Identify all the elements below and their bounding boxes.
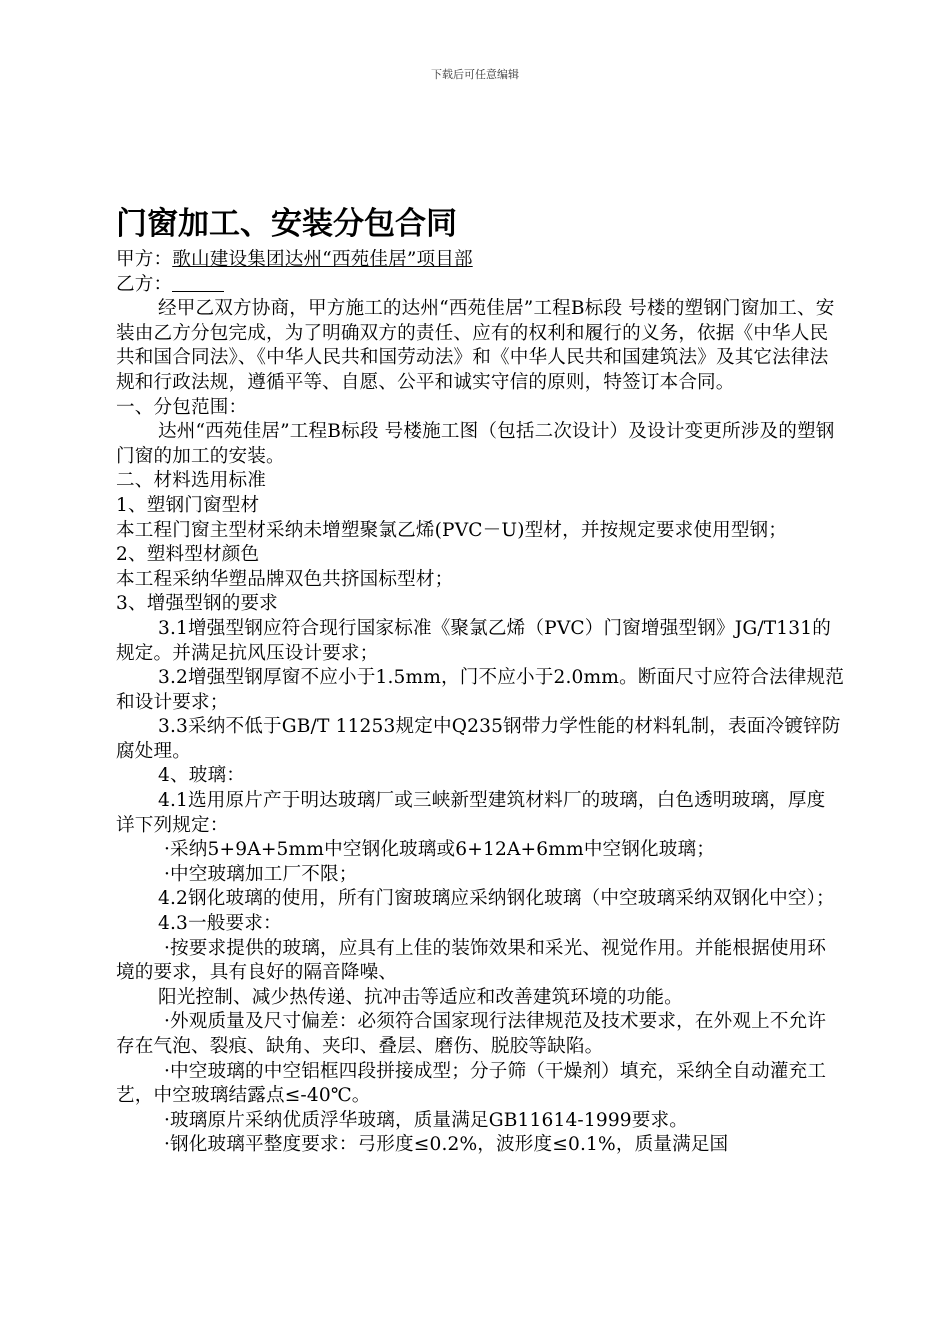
paragraph: ·采纳5+9A+5mm中空钢化玻璃或6+12A+6mm中空钢化玻璃； [164,839,716,861]
paragraph: 本工程门窗主型材采纳未增塑聚氯乙烯(PVC－U)型材，并按规定要求使用型钢； [116,519,788,541]
paragraph: 3.2增强型钢厚窗不应小于1.5mm，门不应小于2.0mm。断面尺寸应符合法律规范和设计要求； [116,667,845,713]
paragraph: 3.3采纳不低于GB/T 11253规定中Q235钢带力学性能的材料轧制，表面冷镀锌防腐处理。 [116,716,841,762]
paragraph: 4.2钢化玻璃的使用，所有门窗玻璃应采纳钢化玻璃（中空玻璃采纳双钢化中空）； [158,888,835,910]
paragraph: 二、材料选用标准 [116,470,266,492]
page-title: 门窗加工、安装分包合同 [116,206,457,242]
party-a-value: 歌山建设集团达州“西苑佳居”项目部 [172,249,473,270]
paragraph: 一、分包范围： [116,396,248,418]
paragraph: 4.1选用原片产于明达玻璃厂或三峡新型建筑材料厂的玻璃，白色透明玻璃，厚度详下列规定： [116,790,826,836]
party-b-line [116,273,844,298]
paragraph: 4、玻璃： [158,765,245,787]
paragraph: 1、塑钢门窗型材 [116,494,260,516]
paragraph: 2、塑料型材颜色 [116,544,260,566]
paragraph: 4.3一般要求： [158,913,282,935]
paragraph: ·按要求提供的玻璃，应具有上佳的装饰效果和采光、视觉作用。并能根据使用环境的要求，具有良好的隔音降噪、 [116,937,827,984]
party-b-blank [172,273,224,292]
paragraph: ·钢化玻璃平整度要求：弓形度≤0.2%，波形度≤0.1%，质量满足国 [164,1134,729,1156]
paragraph: ·中空玻璃的中空铝框四段拼接成型；分子筛（干燥剂）填充，采纳全自动灌充工艺，中空玻璃结露点≤-40℃。 [116,1060,827,1107]
paragraph: ·外观质量及尺寸偏差：必须符合国家现行法律规范及技术要求，在外观上不允许存在气泡、裂痕、缺角、夹印、叠层、磨伤、脱胶等缺陷。 [116,1011,827,1057]
paragraph: 本工程采纳华塑品牌双色共挤国标型材； [116,568,454,590]
party-a-line [116,248,844,273]
paragraph: 经甲乙双方协商，甲方施工的达州“西苑佳居”工程B标段 号楼的塑钢门窗加工、安装由乙方分包完成，为了明确双方的责任、应有的权利和履行的义务，依据《中华人民共和国合同法》、《中华人民共和国劳动法》和《中华人民共和国建筑法》及其它法律法规和行政法规，遵循平等、自愿、公平和诚实守信的原则，特签订本合同。 [116,298,835,393]
party-b-label: 乙方： [116,273,173,295]
contract-body [116,202,844,1158]
paragraph: ·中空玻璃加工厂不限； [164,863,358,885]
paragraph: 达州“西苑佳居”工程B标段 号楼施工图（包括二次设计）及设计变更所涉及的塑钢门窗的加工的安装。 [116,421,835,467]
paragraph: 3.1增强型钢应符合现行国家标准《聚氯乙烯（PVC）门窗增强型钢》JG/T131的规定。并满足抗风压设计要求； [116,617,831,664]
paragraph: ·玻璃原片采纳优质浮华玻璃，质量满足GB11614-1999要求。 [164,1109,689,1131]
paragraph: 3、增强型钢的要求 [116,593,278,615]
paragraph: 阳光控制、减少热传递、抗冲击等适应和改善建筑环境的功能。 [158,986,683,1008]
party-a-label: 甲方： [116,249,173,270]
paragraph-list [116,297,844,1158]
header-note: 下载后可任意编辑 [431,68,519,81]
